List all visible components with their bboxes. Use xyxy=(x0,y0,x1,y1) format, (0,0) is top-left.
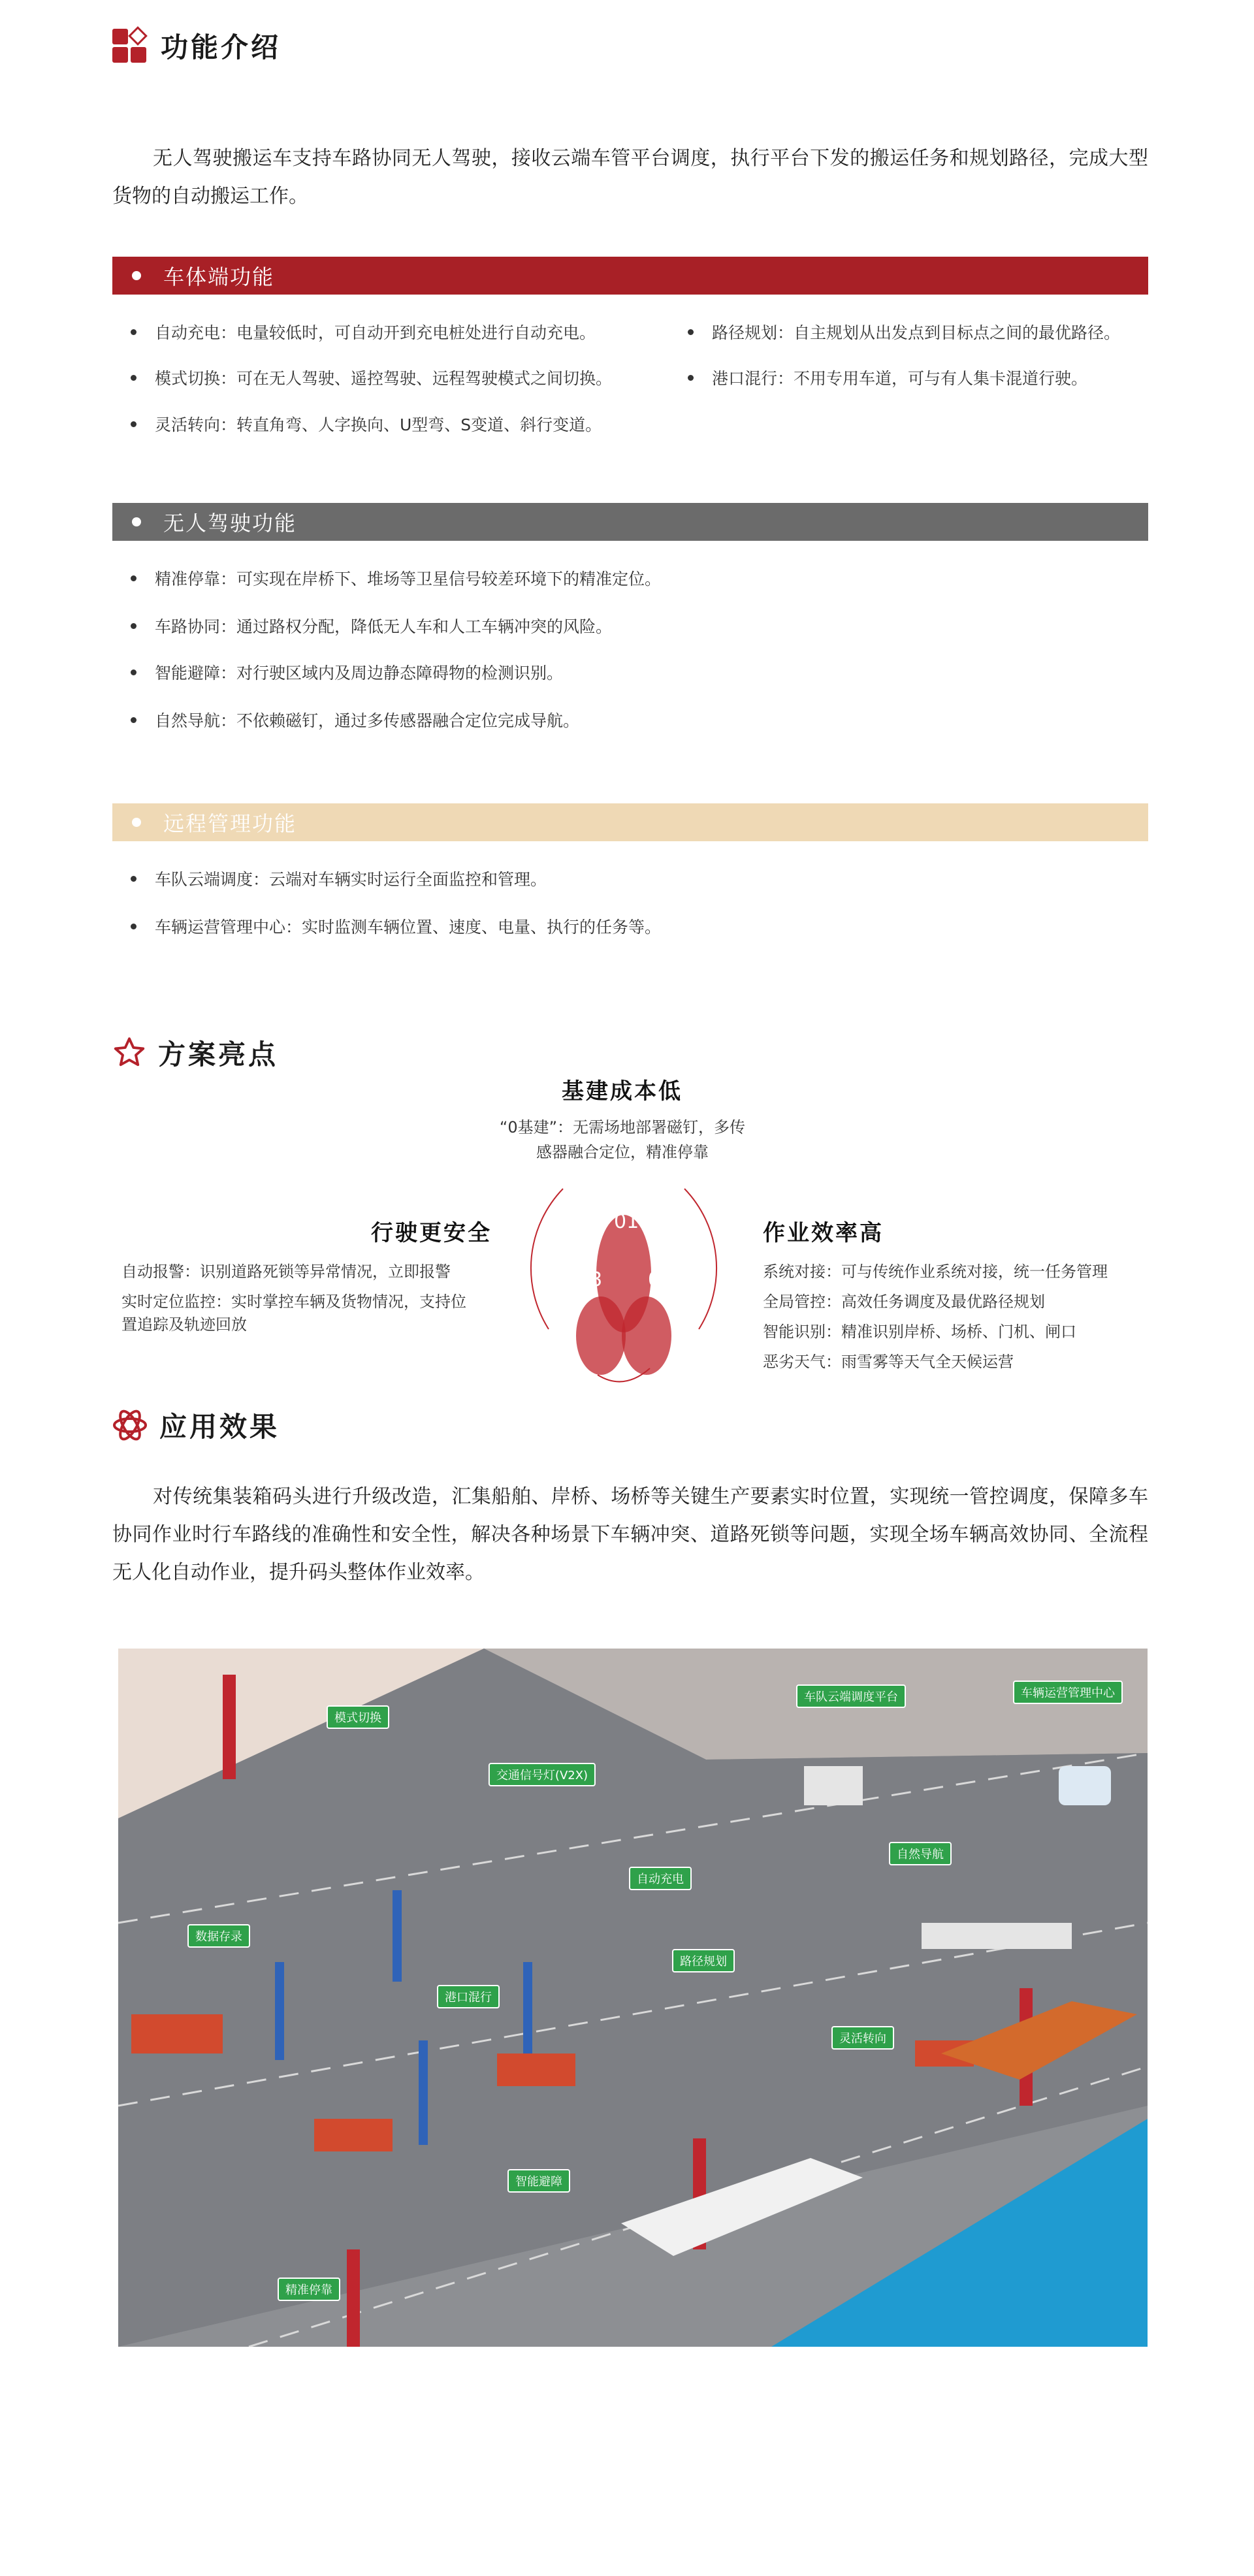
label-auto-charge: 自动充电 xyxy=(629,1867,692,1890)
autonomous-title: 无人驾驶功能 xyxy=(163,511,297,536)
highlight-left-line: 置追踪及轨迹回放 xyxy=(121,1315,247,1334)
vehicle-bar xyxy=(112,257,1148,295)
list-item: 模式切换：可在无人驾驶、遥控驾驶、远程驾驶模式之间切换。 xyxy=(131,366,612,389)
list-item: 精准停靠：可实现在岸桥下、堆场等卫星信号较差环境下的精准定位。 xyxy=(131,566,661,590)
autonomous-bar xyxy=(112,503,1148,541)
list-item: 灵活转向：转直角弯、人字换向、U型弯、S变道、斜行变道。 xyxy=(131,412,602,436)
list-item: 智能避障：对行驶区域内及周边静态障碍物的检测识别。 xyxy=(131,660,563,684)
list-item: 车路协同：通过路权分配，降低无人车和人工车辆冲突的风险。 xyxy=(131,614,612,637)
label-mode-switch: 模式切换 xyxy=(327,1705,389,1729)
intro-title: 功能介绍 xyxy=(161,31,281,63)
effect-title: 应用效果 xyxy=(159,1411,280,1443)
list-item: 路径规划：自主规划从出发点到目标点之间的最优路径。 xyxy=(688,320,1120,344)
circle-label-01: 01 xyxy=(614,1210,639,1233)
highlight-left-heading: 行驶更安全 xyxy=(371,1220,492,1246)
list-item: 港口混行：不用专用车道，可与有人集卡混道行驶。 xyxy=(688,366,1087,389)
highlight-right-line: 智能识别：精准识别岸桥、场桥、门机、闸口 xyxy=(763,1323,1076,1341)
label-path-planning: 路径规划 xyxy=(672,1949,735,1972)
circle-label-02: 02 xyxy=(648,1268,673,1291)
port-scene xyxy=(118,1649,1148,2347)
label-operations-center: 车辆运营管理中心 xyxy=(1013,1681,1123,1704)
label-data-record: 数据存录 xyxy=(187,1924,250,1948)
circle-02 xyxy=(622,1296,671,1375)
port-illustration xyxy=(118,1649,1148,2347)
star-icon xyxy=(112,1036,146,1070)
list-item: 车辆运营管理中心：实时监测车辆位置、速度、电量、执行的任务等。 xyxy=(131,914,661,938)
label-flexible-steering: 灵活转向 xyxy=(831,2026,894,2050)
vehicle-title: 车体端功能 xyxy=(163,265,275,289)
highlight-top-line: 感器融合定位，精准停靠 xyxy=(536,1143,709,1161)
label-traffic-light: 交通信号灯(V2X) xyxy=(489,1763,596,1786)
bullet-icon xyxy=(132,517,141,526)
circle-label-03: 03 xyxy=(577,1268,603,1291)
list-item: 车队云端调度：云端对车辆实时运行全面监控和管理。 xyxy=(131,867,547,890)
circle-03 xyxy=(576,1296,626,1375)
highlight-top-heading: 基建成本低 xyxy=(562,1078,683,1104)
section-title-highlights xyxy=(112,1033,278,1072)
atom-icon xyxy=(112,1406,148,1444)
highlight-right-heading: 作业效率高 xyxy=(763,1220,884,1246)
label-precise-docking: 精准停靠 xyxy=(278,2278,340,2301)
section-title-intro xyxy=(112,26,281,65)
list-item: 自动充电：电量较低时，可自动开到充电桩处进行自动充电。 xyxy=(131,320,596,344)
highlight-left-line: 实时定位监控：实时掌控车辆及货物情况，支持位 xyxy=(121,1293,466,1311)
remote-title: 远程管理功能 xyxy=(163,811,297,836)
venn-diagram xyxy=(516,1169,732,1385)
highlights-title: 方案亮点 xyxy=(158,1038,279,1071)
highlight-right-line: 系统对接：可与传统作业系统对接，统一任务管理 xyxy=(763,1263,1108,1281)
highlight-right-line: 全局管控：高效任务调度及最优路径规划 xyxy=(763,1293,1045,1311)
list-item: 自然导航：不依赖磁钉，通过多传感器融合定位完成导航。 xyxy=(131,708,579,732)
bullet-icon xyxy=(132,818,141,827)
bullet-icon xyxy=(132,271,141,280)
effect-paragraph: 对传统集装箱码头进行升级改造，汇集船舶、岸桥、场桥等关键生产要素实时位置，实现统一管控调度，保障多车协同作业时行车路线的准确性和安全性，解决各种场景下车辆冲突、道路死锁等问题，实现全场车辆高效协同、全流程无人化自动作业，提升码头整体作业效率。 xyxy=(112,1485,1148,1584)
remote-bar xyxy=(112,803,1148,841)
highlight-right-line: 恶劣天气：雨雪雾等天气全天候运营 xyxy=(763,1353,1014,1371)
intro-paragraph: 无人驾驶搬运车支持车路协同无人驾驶，接收云端车管平台调度，执行平台下发的搬运任务和规划路径，完成大型货物的自动搬运工作。 xyxy=(112,147,1148,208)
label-mixed-traffic: 港口混行 xyxy=(437,1985,500,2008)
label-natural-nav: 自然导航 xyxy=(889,1842,952,1865)
label-obstacle-avoid: 智能避障 xyxy=(507,2169,570,2193)
highlight-left-line: 自动报警：识别道路死锁等异常情况，立即报警 xyxy=(121,1263,451,1281)
highlight-top-line: “0基建”：无需场地部署磁钉，多传 xyxy=(499,1118,746,1136)
section-title-effect xyxy=(112,1406,280,1445)
label-fleet-cloud: 车队云端调度平台 xyxy=(796,1684,906,1708)
squares-icon xyxy=(112,26,149,65)
